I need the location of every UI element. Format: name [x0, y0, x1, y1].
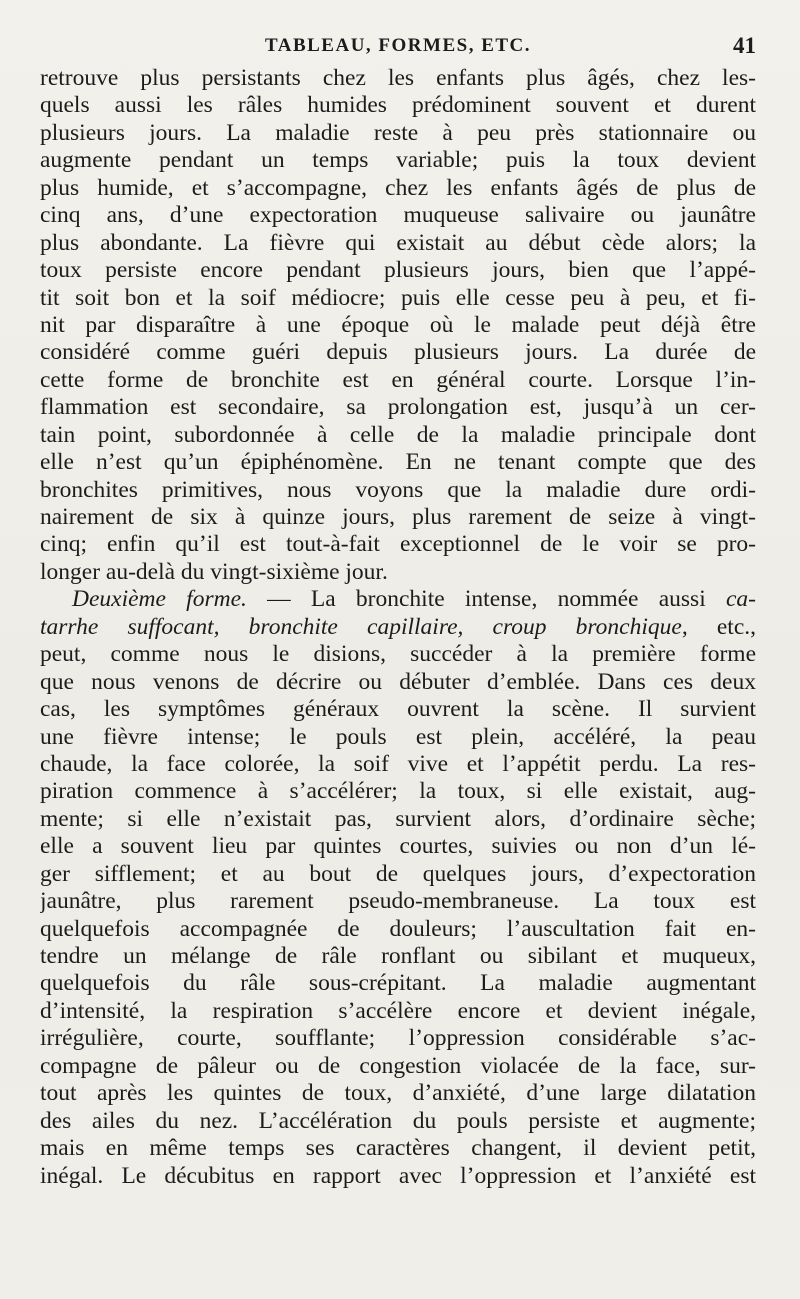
text-line: considéré comme guéri depuis plusieurs jours. La durée de	[40, 339, 756, 366]
text-line: plus humide, et s’accompagne, chez les enfants âgés de plus de	[40, 174, 756, 201]
text-line: tendre un mélange de râle ronflant ou sibilant et muqueux,	[40, 943, 756, 969]
paragraph-2	[40, 586, 756, 1190]
paragraph-1	[40, 65, 756, 586]
italic-term: tarrhe suffocant, bronchite capillaire, croup bronchique	[40, 613, 682, 640]
text-line: cinq; enfin qu’il est tout-à-fait exceptionnel de le voir se pro-	[40, 531, 756, 558]
running-title: TABLEAU, FORMES, ETC.	[264, 35, 532, 56]
text-line: irrégulière, courte, soufflante; l’oppression considérable s’ac-	[40, 1025, 756, 1052]
text-line: flammation est secondaire, sa prolongation est, jusqu’à un cer-	[40, 394, 756, 421]
text-line: quelquefois accompagnée de douleurs; l’auscultation fait en-	[40, 915, 756, 942]
text-line: que nous venons de décrire ou débuter d’emblée. Dans ces deux	[40, 668, 756, 695]
section-heading: Deuxième forme.	[72, 586, 247, 613]
text-line: tout après les quintes de toux, d’anxiété, d’une large dilatation	[40, 1080, 756, 1107]
running-header	[40, 30, 756, 62]
text-line: augmente pendant un temps variable; puis la toux devient	[40, 147, 756, 174]
body-text	[40, 65, 756, 1190]
text-line: d’intensité, la respiration s’accélère encore et devient inégale,	[40, 997, 756, 1024]
text-line	[40, 614, 756, 641]
text-line: piration commence à s’accélérer; la toux, si elle existait, aug-	[40, 778, 756, 805]
text-line: mente; si elle n’existait pas, survient alors, d’ordinaire sèche;	[40, 805, 756, 832]
text-line: retrouve plus persistants chez les enfants plus âgés, chez les-	[40, 65, 756, 91]
text-line: mais en même temps ses caractères changent, il devient petit,	[40, 1135, 756, 1162]
text-line: cette forme de bronchite est en général courte. Lorsque l’in-	[40, 366, 756, 393]
text-line: ger sifflement; et au bout de quelques jours, d’expectoration	[40, 860, 756, 887]
text-line: toux persiste encore pendant plusieurs jours, bien que l’appé-	[40, 257, 756, 284]
italic-term: ca-	[725, 586, 756, 613]
text-line: cas, les symptômes généraux ouvrent la scène. Il survient	[40, 696, 756, 723]
text-line: nairement de six à quinze jours, plus rarement de seize à vingt-	[40, 504, 756, 530]
text-line: quels aussi les râles humides prédominent souvent et durent	[40, 92, 756, 119]
text-line: bronchites primitives, nous voyons que la maladie dure ordi-	[40, 476, 756, 503]
text-segment: , etc.,	[681, 613, 756, 640]
text-line: compagne de pâleur ou de congestion violacée de la face, sur-	[40, 1052, 756, 1079]
text-line	[40, 586, 756, 613]
text-line: longer au-delà du vingt-sixième jour.	[40, 558, 388, 585]
text-line: des ailes du nez. L’accélération du pouls persiste et augmente;	[40, 1107, 756, 1134]
page-number: 41	[733, 33, 756, 58]
text-line: elle n’est qu’un épiphénomène. En ne tenant compte que des	[40, 449, 756, 476]
text-line: nit par disparaître à une époque où le malade peut déjà être	[40, 311, 756, 338]
text-line: peut, comme nous le disions, succéder à la première forme	[40, 641, 756, 668]
text-line: tain point, subordonnée à celle de la maladie principale dont	[40, 421, 756, 448]
text-segment: — La bronchite intense, nommée aussi	[246, 586, 726, 613]
text-line: quelquefois du râle sous-crépitant. La maladie augmentant	[40, 970, 756, 997]
text-line: inégal. Le décubitus en rapport avec l’oppression et l’anxiété est	[40, 1162, 756, 1189]
text-line: une fièvre intense; le pouls est plein, accéléré, la peau	[40, 723, 756, 750]
text-line: plus abondante. La fièvre qui existait au début cède alors; la	[40, 229, 756, 256]
text-line: tit soit bon et la soif médiocre; puis elle cesse peu à peu, et fi-	[40, 284, 756, 311]
text-line: jaunâtre, plus rarement pseudo-membraneuse. La toux est	[40, 888, 756, 915]
text-line: cinq ans, d’une expectoration muqueuse salivaire ou jaunâtre	[40, 202, 756, 229]
text-line: elle a souvent lieu par quintes courtes, suivies ou non d’un lé-	[40, 833, 756, 860]
text-line: plusieurs jours. La maladie reste à peu près stationnaire ou	[40, 119, 756, 146]
text-line: chaude, la face colorée, la soif vive et l’appétit perdu. La res-	[40, 750, 756, 777]
